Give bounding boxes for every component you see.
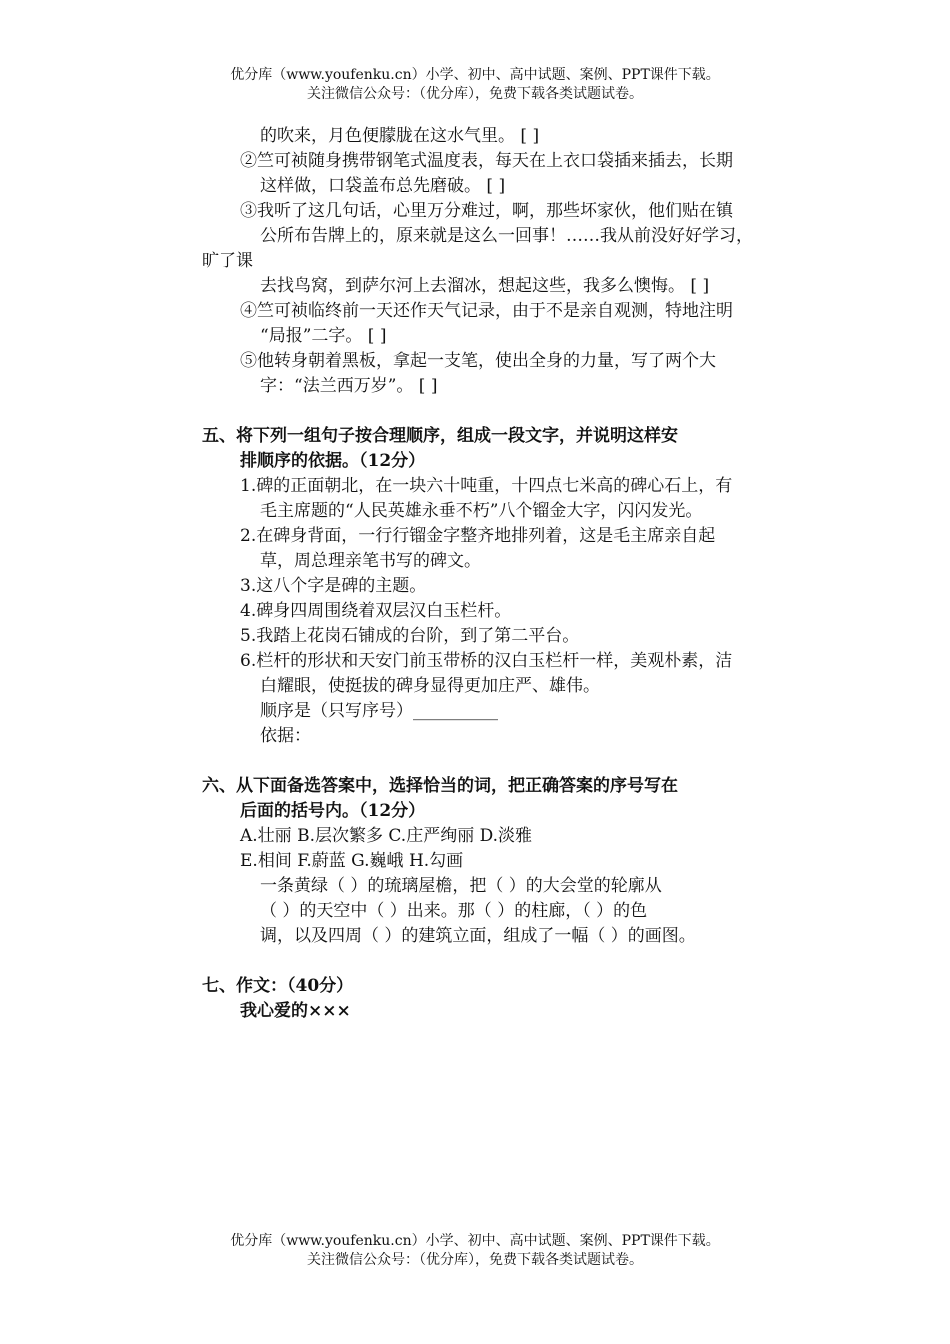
section-5-title-continued: 排顺序的依据。（12分） [240, 451, 426, 471]
passage-line: （ ）的天空中（ ）出来。那（ ）的柱廊，（ ）的色 [260, 901, 648, 921]
sentence-line: 3.这八个字是碑的主题。 [240, 576, 427, 596]
sentence-line: 4.碑身四周围绕着双层汉白玉栏杆。 [240, 601, 512, 621]
sentence-line: 这样做，口袋盖布总先磨破。 [ ] [260, 176, 506, 196]
basis-answer-line: 依据： [260, 726, 311, 746]
sentence-line: 2.在碑身背面，一行行镏金字整齐地排列着，这是毛主席亲自起 [240, 526, 716, 546]
passage-line: 调，以及四周（ ）的建筑立面，组成了一幅（ ）的画图。 [260, 926, 696, 946]
sentence-line: ③我听了这几句话，心里万分难过，啊，那些坏家伙，他们贴在镇 [240, 201, 733, 221]
order-answer-line: 顺序是（只写序号）__________ [260, 701, 498, 721]
sentence-line: “局报”二字。 [ ] [260, 326, 387, 346]
page-header-line-1: 优分库（www.youfenku.cn）小学、初中、高中试题、案例、PPT课件下载。 [230, 67, 720, 83]
sentence-line: 6.栏杆的形状和天安门前玉带桥的汉白玉栏杆一样，美观朴素，洁 [240, 651, 733, 671]
sentence-line: ⑤他转身朝着黑板，拿起一支笔，使出全身的力量，写了两个大 [240, 351, 716, 371]
sentence-line: 草，周总理亲笔书写的碑文。 [260, 551, 481, 571]
section-7-title: 七、作文：（40分） [202, 976, 354, 996]
answer-options: E.相间 F.蔚蓝 G.巍峨 H.勾画 [240, 851, 464, 871]
page-footer-line-1: 优分库（www.youfenku.cn）小学、初中、高中试题、案例、PPT课件下载。 [230, 1233, 720, 1249]
section-6-title: 六、从下面备选答案中，选择恰当的词，把正确答案的序号写在 [202, 776, 678, 796]
section-6-title-continued: 后面的括号内。（12分） [240, 801, 426, 821]
sentence-line: ④竺可祯临终前一天还作天气记录，由于不是亲自观测，特地注明 [240, 301, 733, 321]
page-footer-line-2: 关注微信公众号：（优分库），免费下载各类试题试卷。 [307, 1252, 643, 1268]
page-header-line-2: 关注微信公众号：（优分库），免费下载各类试题试卷。 [307, 86, 643, 102]
sentence-line: 公所布告牌上的，原来就是这么一回事！……我从前没好好学习， [260, 226, 753, 246]
sentence-line: 字：“法兰西万岁”。 [ ] [260, 376, 438, 396]
essay-topic: 我心爱的××× [240, 1001, 351, 1021]
passage-line: 一条黄绿（ ）的琉璃屋檐，把（ ）的大会堂的轮廓从 [260, 876, 662, 896]
sentence-line: 去找鸟窝，到萨尔河上去溜冰，想起这些，我多么懊悔。 [ ] [260, 276, 710, 296]
sentence-line: 白耀眼，使挺拔的碑身显得更加庄严、雄伟。 [260, 676, 600, 696]
sentence-line: 1.碑的正面朝北，在一块六十吨重，十四点七米高的碑心石上，有 [240, 476, 733, 496]
sentence-line: 毛主席题的“人民英雄永垂不朽”八个镏金大字，闪闪发光。 [260, 501, 703, 521]
section-5-title: 五、将下列一组句子按合理顺序，组成一段文字，并说明这样安 [202, 426, 678, 446]
sentence-line: 5.我踏上花岗石铺成的台阶，到了第二平台。 [240, 626, 580, 646]
sentence-line: 旷了课 [202, 251, 253, 271]
sentence-line: 的吹来，月色便朦胧在这水气里。 [ ] [260, 126, 540, 146]
sentence-line: ②竺可祯随身携带钢笔式温度表，每天在上衣口袋插来插去，长期 [240, 151, 733, 171]
answer-options: A.壮丽 B.层次繁多 C.庄严绚丽 D.淡雅 [240, 826, 533, 846]
